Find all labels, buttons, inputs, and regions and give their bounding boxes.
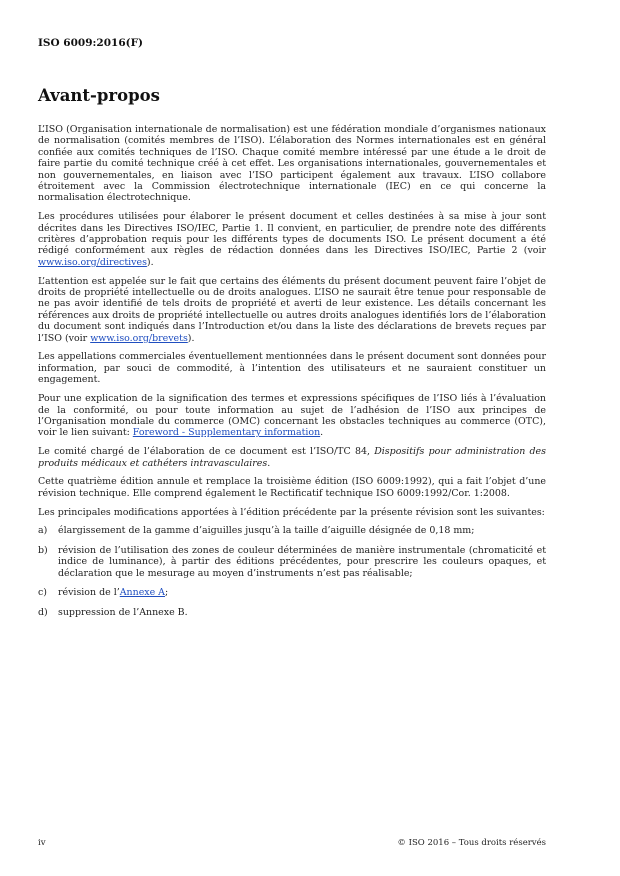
committee-title: Dispositifs pour administration des produits médicaux et cathéters intravasculaires xyxy=(38,446,546,469)
foreword-supplementary-link[interactable]: Foreword - Supplementary information xyxy=(132,427,321,439)
paragraph-conformity: Pour une explication de la signification des termes et expressions spécifiques de l’ISO liés à l’évaluation de la conformité, ou pour toute information au sujet de l’adhésion de l’ISO aux principes de l’Organisation mondiale du commerce (OMC) concernant les obstacles techniques au commerce (OTC), voir le lien suivant: Foreword - Supplementary information. xyxy=(38,393,546,439)
list-marker: c) xyxy=(38,587,47,599)
list-item-text: révision de l’utilisation des zones de couleur déterminées de manière instrumentale (chromaticité et indice de luminance), à partir des éditions précédentes, pour prescrire les couleurs opaques, et déclaration que le mesurage au moyen d’instruments n’est pas réalisable; xyxy=(58,544,546,579)
paragraph-committee: Le comité chargé de l’élaboration de ce document est l’ISO/TC 84, Dispositifs pour administration des produits médicaux et cathéters intravasculaires. xyxy=(38,446,546,469)
annex-a-link[interactable]: Annexe A xyxy=(119,587,165,599)
list-marker: d) xyxy=(38,606,48,618)
list-marker: b) xyxy=(38,544,48,556)
page-number: iv xyxy=(38,838,46,848)
paragraph-patents: L’attention est appelée sur le fait que certains des éléments du présent document peuvent faire l’objet de droits de propriété intellectuelle ou de droits analogues. L’ISO ne saurait être tenue pour responsable de ne pas avoir identifié de tels droits de propriété et averti de leur existence. Les détails concernant les références aux droits de propriété intellectuelle ou autres droits analogues identifiés lors de l’élaboration du document sont indiqués dans l’Introduction et/ou dans la liste des déclarations de brevets reçues par l’ISO (voir www.iso.org/brevets). xyxy=(38,275,546,344)
list-item xyxy=(38,545,546,579)
list-item-text: suppression de l’Annexe B. xyxy=(58,606,188,618)
list-item xyxy=(38,525,546,536)
list-marker: a) xyxy=(38,525,48,537)
foreword-body xyxy=(38,124,546,627)
document-id: ISO 6009:2016(F) xyxy=(38,37,144,49)
directives-link[interactable]: www.iso.org/directives xyxy=(38,256,147,268)
paragraph-edition: Cette quatrième édition annule et remplace la troisième édition (ISO 6009:1992), qui a fait l’objet d’une révision technique. Elle comprend également le Rectificatif technique ISO 6009:1992/Cor. 1:2008. xyxy=(38,476,546,499)
paragraph-changes-intro: Les principales modifications apportées à l’édition précédente par la présente révision sont les suivantes: xyxy=(38,506,545,518)
list-item-text: élargissement de la gamme d’aiguilles jusqu’à la taille d’aiguille désignée de 0,18 mm; xyxy=(58,525,475,537)
paragraph-procedures: Les procédures utilisées pour élaborer le présent document et celles destinées à sa mise à jour sont décrites dans les Directives ISO/IEC, Partie 1. Il convient, en particulier, de prendre note des différents critères d’approbation requis pour les différents types de documents ISO. Le présent document a été rédigé conformément aux règles de rédaction données dans les Directives ISO/IEC, Partie 2 (voir www.iso.org/directives). xyxy=(38,211,546,268)
copyright-notice: © ISO 2016 – Tous droits réservés xyxy=(397,838,546,848)
list-item-text: révision de l’Annexe A; xyxy=(58,587,169,599)
paragraph-iso-intro: L’ISO (Organisation internationale de normalisation) est une fédération mondiale d’organismes nationaux de normalisation (comités membres de l’ISO). L’élaboration des Normes internationales est en général confiée aux comités techniques de l’ISO. Chaque comité membre intéressé par une étude a le droit de faire partie du comité technique créé à cet effet. Les organisations internationales, gouvernementales et non gouvernementales, en liaison avec l’ISO participent également aux travaux. L’ISO collabore étroitement avec la Commission électrotechnique internationale (IEC) en ce qui concerne la normalisation électrotechnique. xyxy=(38,124,546,204)
list-item xyxy=(38,587,546,598)
list-item xyxy=(38,607,546,618)
paragraph-trade-names: Les appellations commerciales éventuellement mentionnées dans le présent document sont données pour information, par souci de commodité, à l’intention des utilisateurs et ne sauraient constituer un engagement. xyxy=(38,351,546,386)
section-title: Avant-propos xyxy=(38,86,160,105)
patents-link[interactable]: www.iso.org/brevets xyxy=(90,332,188,344)
changes-list xyxy=(38,525,546,618)
